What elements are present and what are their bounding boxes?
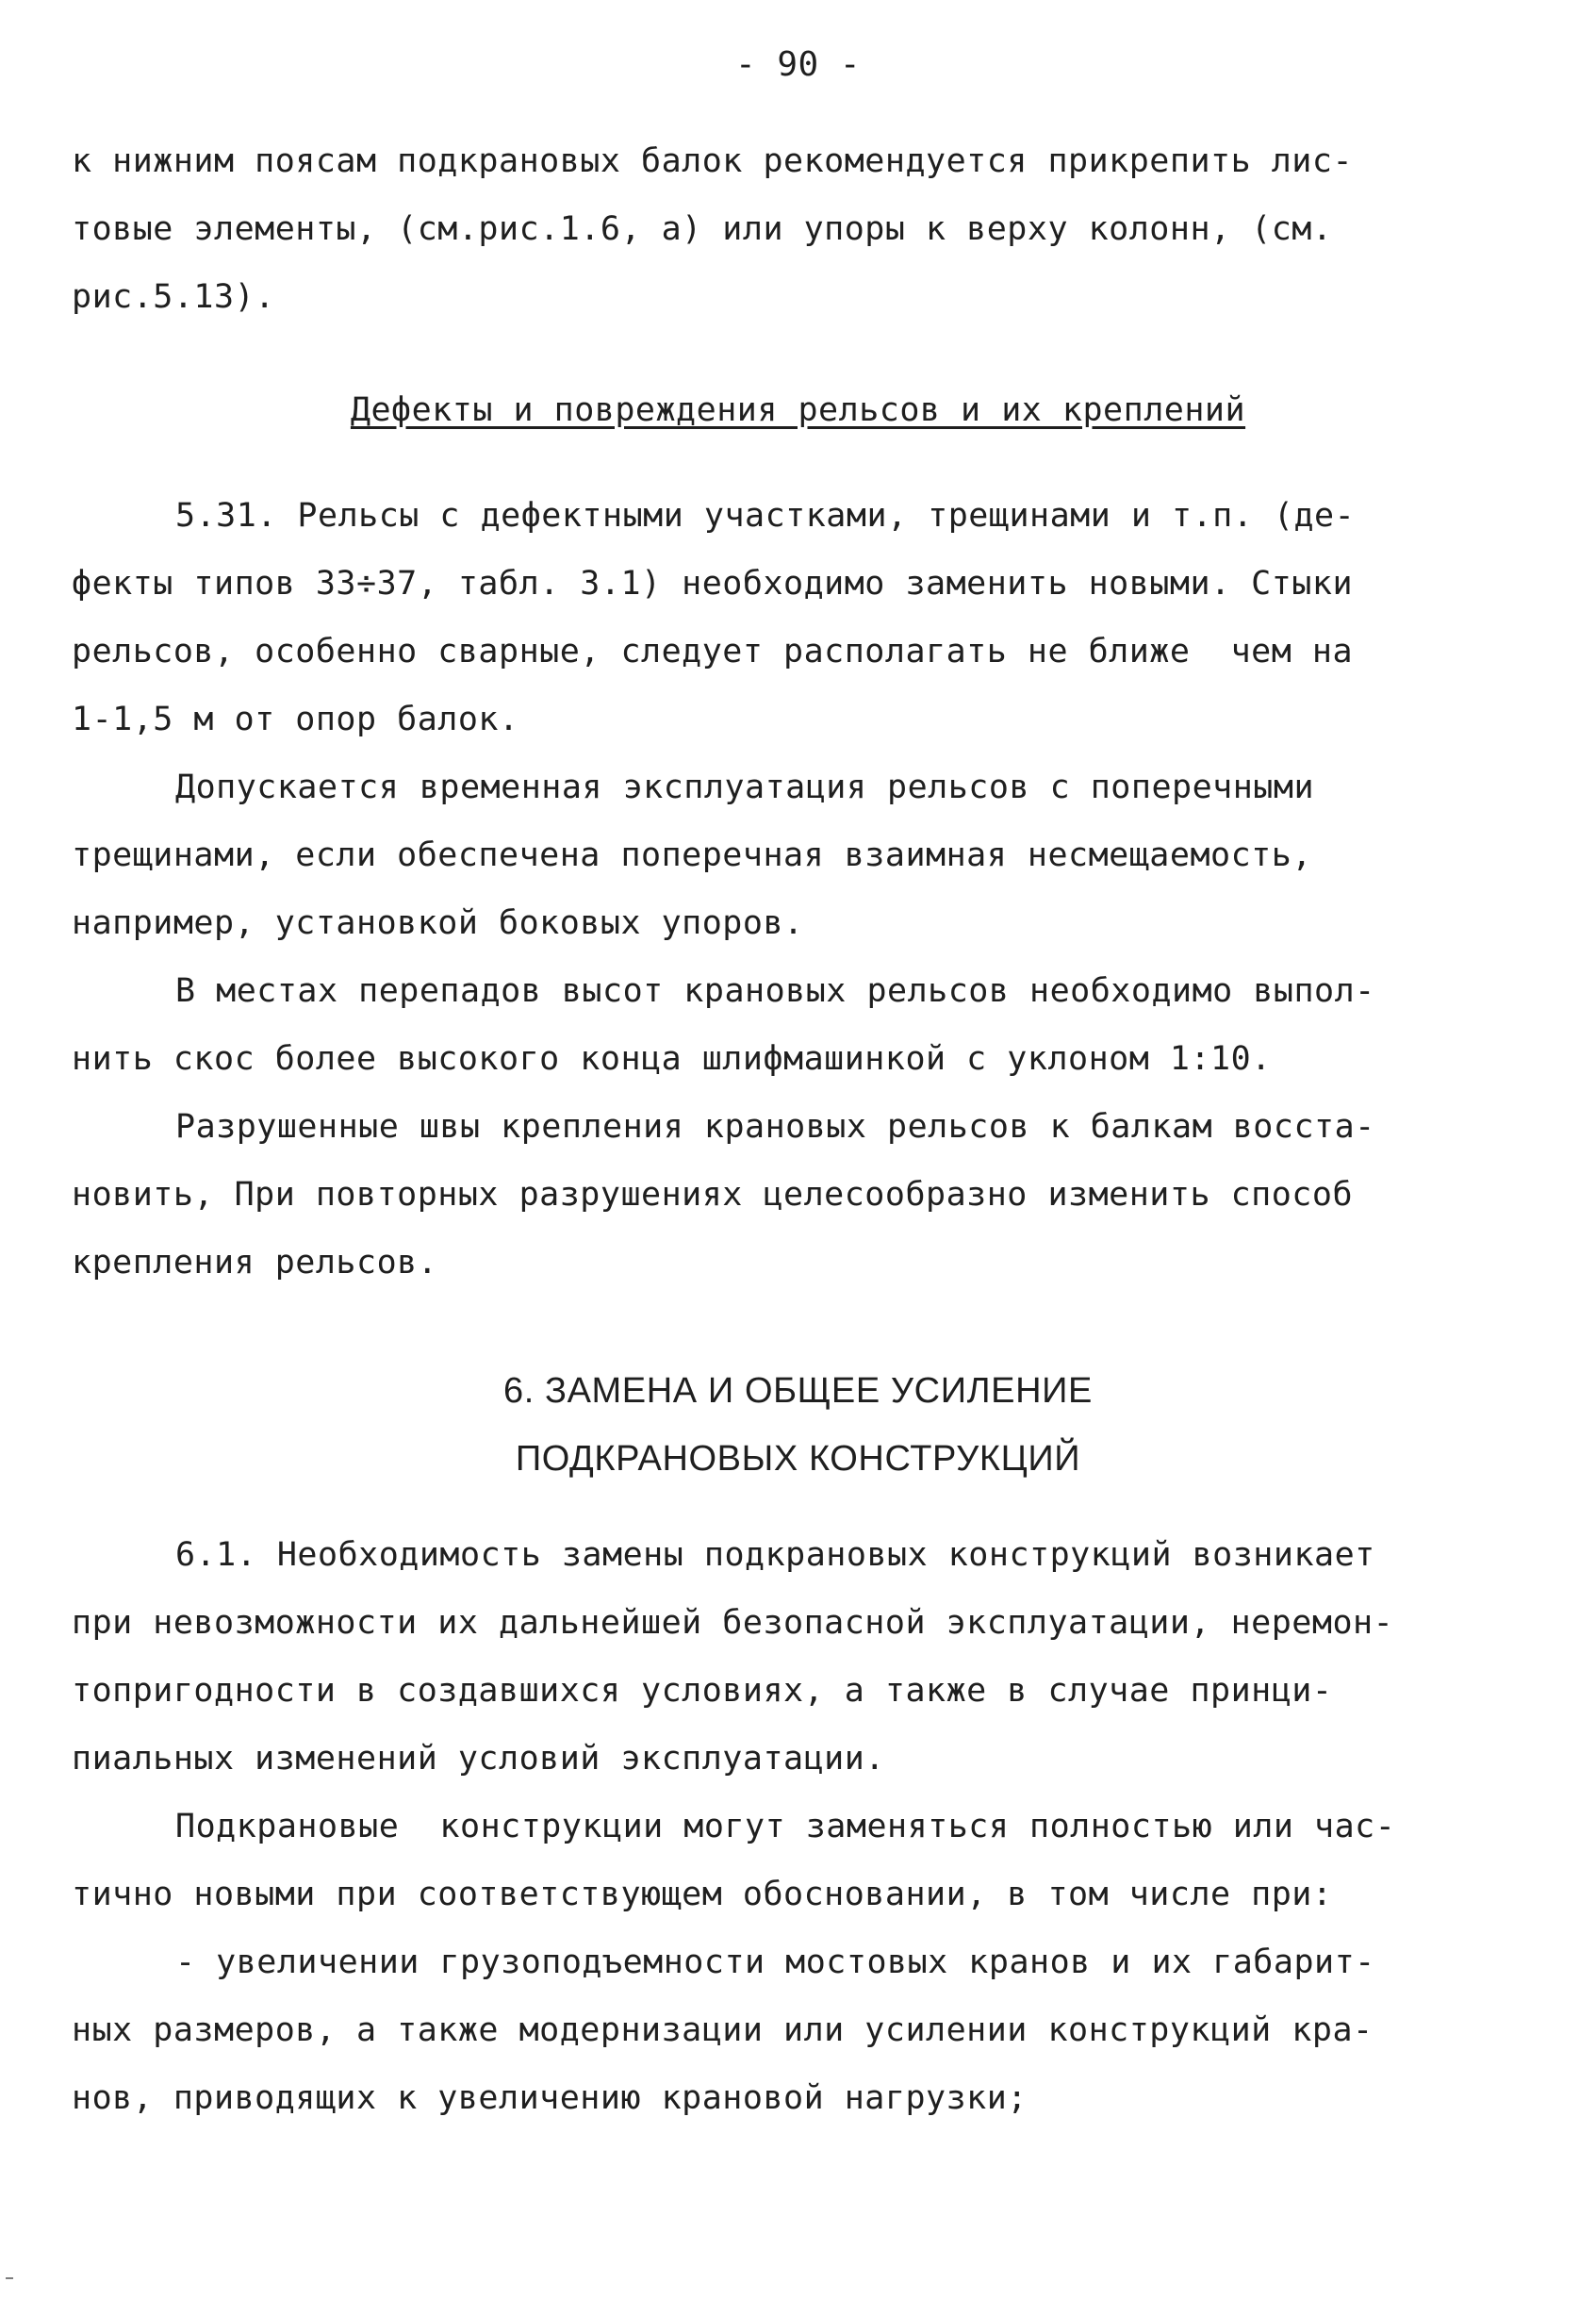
paragraph-531-line-1: 5.31. Рельсы с дефектными участками, трещинами и т.п. (де- — [175, 497, 1356, 535]
paragraph-531-line-2: фекты типов 33÷37, табл. 3.1) необходимо заменить новыми. Стыки — [72, 565, 1354, 603]
list-paragraph-line-1: - увеличении грузоподъемности мостовых кранов и их габарит- — [175, 1943, 1375, 1981]
temp-paragraph-line-2: трещинами, если обеспечена поперечная взаимная несмещаемость, — [72, 836, 1312, 874]
replace-paragraph-line-1: Подкрановые конструкции могут заменяться полностью или час- — [175, 1808, 1396, 1845]
replace-paragraph-line-2: тично новыми при соответствующем обосновании, в том числе при: — [72, 1876, 1333, 1913]
chapter-heading-line-2: ПОДКРАНОВЫХ КОНСТРУКЦИЙ — [515, 1439, 1081, 1479]
intro-line-3: рис.5.13). — [72, 278, 275, 316]
drop-paragraph-line-1: В местах перепадов высот крановых рельсов необходимо выпол- — [175, 972, 1375, 1010]
drop-paragraph-line-2: нить скос более высокого конца шлифмашинкой с уклоном 1:10. — [72, 1040, 1272, 1078]
intro-line-1: к нижним поясам подкрановых балок рекомендуется прикрепить лис- — [72, 142, 1354, 180]
temp-paragraph-line-3: например, установкой боковых упоров. — [72, 904, 804, 942]
paragraph-61-line-2: при невозможности их дальнейшей безопасной эксплуатации, неремон- — [72, 1604, 1394, 1642]
welds-paragraph-line-3: крепления рельсов. — [72, 1244, 438, 1282]
paragraph-61-line-3: топригодности в создавшихся условиях, а также в случае принци- — [72, 1672, 1333, 1710]
list-paragraph-line-2: ных размеров, а также модернизации или усилении конструкций кра- — [72, 2011, 1374, 2049]
paragraph-61-line-1: 6.1. Необходимость замены подкрановых конструкций возникает — [175, 1536, 1375, 1574]
temp-paragraph-line-1: Допускается временная эксплуатация рельсов с поперечными — [175, 769, 1315, 806]
page-number: - 90 - — [734, 45, 862, 84]
section-title: Дефекты и повреждения рельсов и их креплений — [350, 391, 1246, 429]
paragraph-531-line-4: 1-1,5 м от опор балок. — [72, 701, 519, 738]
welds-paragraph-line-2: новить, При повторных разрушениях целесообразно изменить способ — [72, 1176, 1354, 1214]
paragraph-531-line-3: рельсов, особенно сварные, следует располагать не ближе чем на — [72, 633, 1354, 670]
chapter-heading-line-1: 6. ЗАМЕНА И ОБЩЕЕ УСИЛЕНИЕ — [502, 1371, 1093, 1411]
paragraph-61-line-4: пиальных изменений условий эксплуатации. — [72, 1740, 885, 1778]
list-paragraph-line-3: нов, приводящих к увеличению крановой нагрузки; — [72, 2079, 1028, 2117]
intro-line-2: товые элементы, (см.рис.1.6, а) или упоры к верху колонн, (см. — [72, 210, 1333, 248]
scan-mark — [6, 2277, 13, 2279]
welds-paragraph-line-1: Разрушенные швы крепления крановых рельсов к балкам восста- — [175, 1108, 1375, 1146]
